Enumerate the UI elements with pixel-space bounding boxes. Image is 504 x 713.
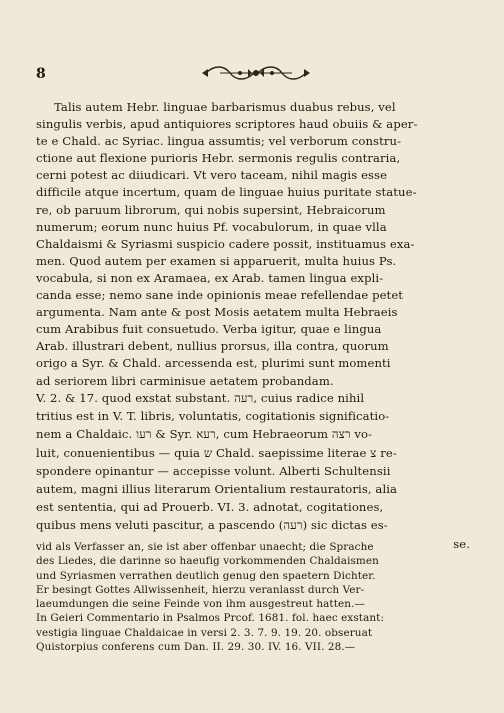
footnote-line: und Syriasmen verrathen deutlich genug den spaetern Dichter. <box>36 569 376 582</box>
ornament-icon <box>200 63 312 83</box>
text-line: nem a Chaldaic. רעו & Syr. רעא, cum Hebraeorum רצה vo- <box>36 427 373 442</box>
footnotes <box>36 540 466 654</box>
text-line: Talis autem Hebr. linguae barbarismus duabus rebus, vel <box>54 100 396 114</box>
footnote-line: des Liedes, die darinne so haeufig vorkommenden Chaldaismen <box>36 555 379 568</box>
text-line: difficile atque incertum, quam de linguae huius puritate statue- <box>36 185 417 200</box>
main-paragraph-1 <box>36 99 466 390</box>
text-line: est sententia, qui ad Prouerb. VI. 3. adnotat, cogitationes, <box>36 500 384 515</box>
text-line: tritius est in V. T. libris, voluntatis, cogitationis significatio- <box>36 409 390 424</box>
text-line: V. 2. & 17. quod exstat substant. רעה, cuius radice nihil <box>36 391 365 405</box>
footnote-line: Er besingt Gottes Allwissenheit, hierzu veranlasst durch Ver- <box>36 583 365 596</box>
text-line: re, ob paruum librorum, qui nobis supersint, Hebraicorum <box>36 202 386 217</box>
text-line: te e Chald. ac Syriac. lingua assumtis; vel verborum constru- <box>36 134 402 149</box>
text-line: Chaldaismi & Syriasmi suspicio cadere possit, instituamus exa- <box>36 236 415 251</box>
text-line: men. Quod autem per examen si apparuerit, multa huius Ps. <box>36 253 397 268</box>
text-line: autem, magni illius literarum Orientalium restauratoris, alia <box>36 482 398 497</box>
text-line: cerni potest ac diiudicari. Vt vero taceam, nihil magis esse <box>36 168 388 183</box>
text-line: cum Arabibus fuit consuetudo. Verba igitur, quae e lingua <box>36 322 382 337</box>
text-line: singulis verbis, apud antiquiores scriptores haud obuiis & aper- <box>36 117 418 132</box>
text-line: luit, conuenientibus — quia ש Chald. saepissime literae צ re- <box>36 445 397 460</box>
footnote-line: In Geieri Commentario in Psalmos Prcof. 1681. fol. haec exstant: <box>36 612 385 625</box>
footnote-line: vestigia linguae Chaldaicae in versi 2. 3. 7. 9. 19. 20. obseruat <box>36 626 373 639</box>
text-line: canda esse; nemo sane inde opinionis meae refellendae petet <box>36 288 404 303</box>
text-line: ctione aut flexione purioris Hebr. sermonis regulis contraria, <box>36 151 401 166</box>
catchword: se. <box>453 536 470 551</box>
text-line: argumenta. Nam ante & post Mosis aetatem multa Hebraeis <box>36 305 398 320</box>
page-number: 8 <box>36 66 46 82</box>
text-line: origo a Syr. & Chald. arcessenda est, plurimi sunt momenti <box>36 356 391 371</box>
main-paragraph-2 <box>36 389 470 553</box>
text-line: spondere opinantur — accepisse volunt. Alberti Schultensii <box>36 463 391 478</box>
footnote-line: Quistorpius conferens cum Dan. II. 29. 30. IV. 16. VII. 28.— <box>36 641 356 654</box>
footnote-line: laeumdungen die seine Feinde von ihm ausgestreut hatten.— <box>36 598 365 611</box>
text-line: numerum; eorum nunc huius Pf. vocabulorum, in quae vlla <box>36 219 387 234</box>
text-line: ad seriorem libri carminisue aetatem probandam. <box>36 373 334 388</box>
footnote-line: vid als Verfasser an, sie ist aber offenbar unaecht; die Sprache <box>36 541 374 553</box>
text-line: quibus mens veluti pascitur, a pascendo (רעה) sic dictas es- <box>36 518 388 533</box>
text-line: Arab. illustrari debent, nullius prorsus, illa contra, quorum <box>36 339 389 354</box>
text-line: vocabula, si non ex Aramaea, ex Arab. tamen lingua expli- <box>36 270 384 285</box>
